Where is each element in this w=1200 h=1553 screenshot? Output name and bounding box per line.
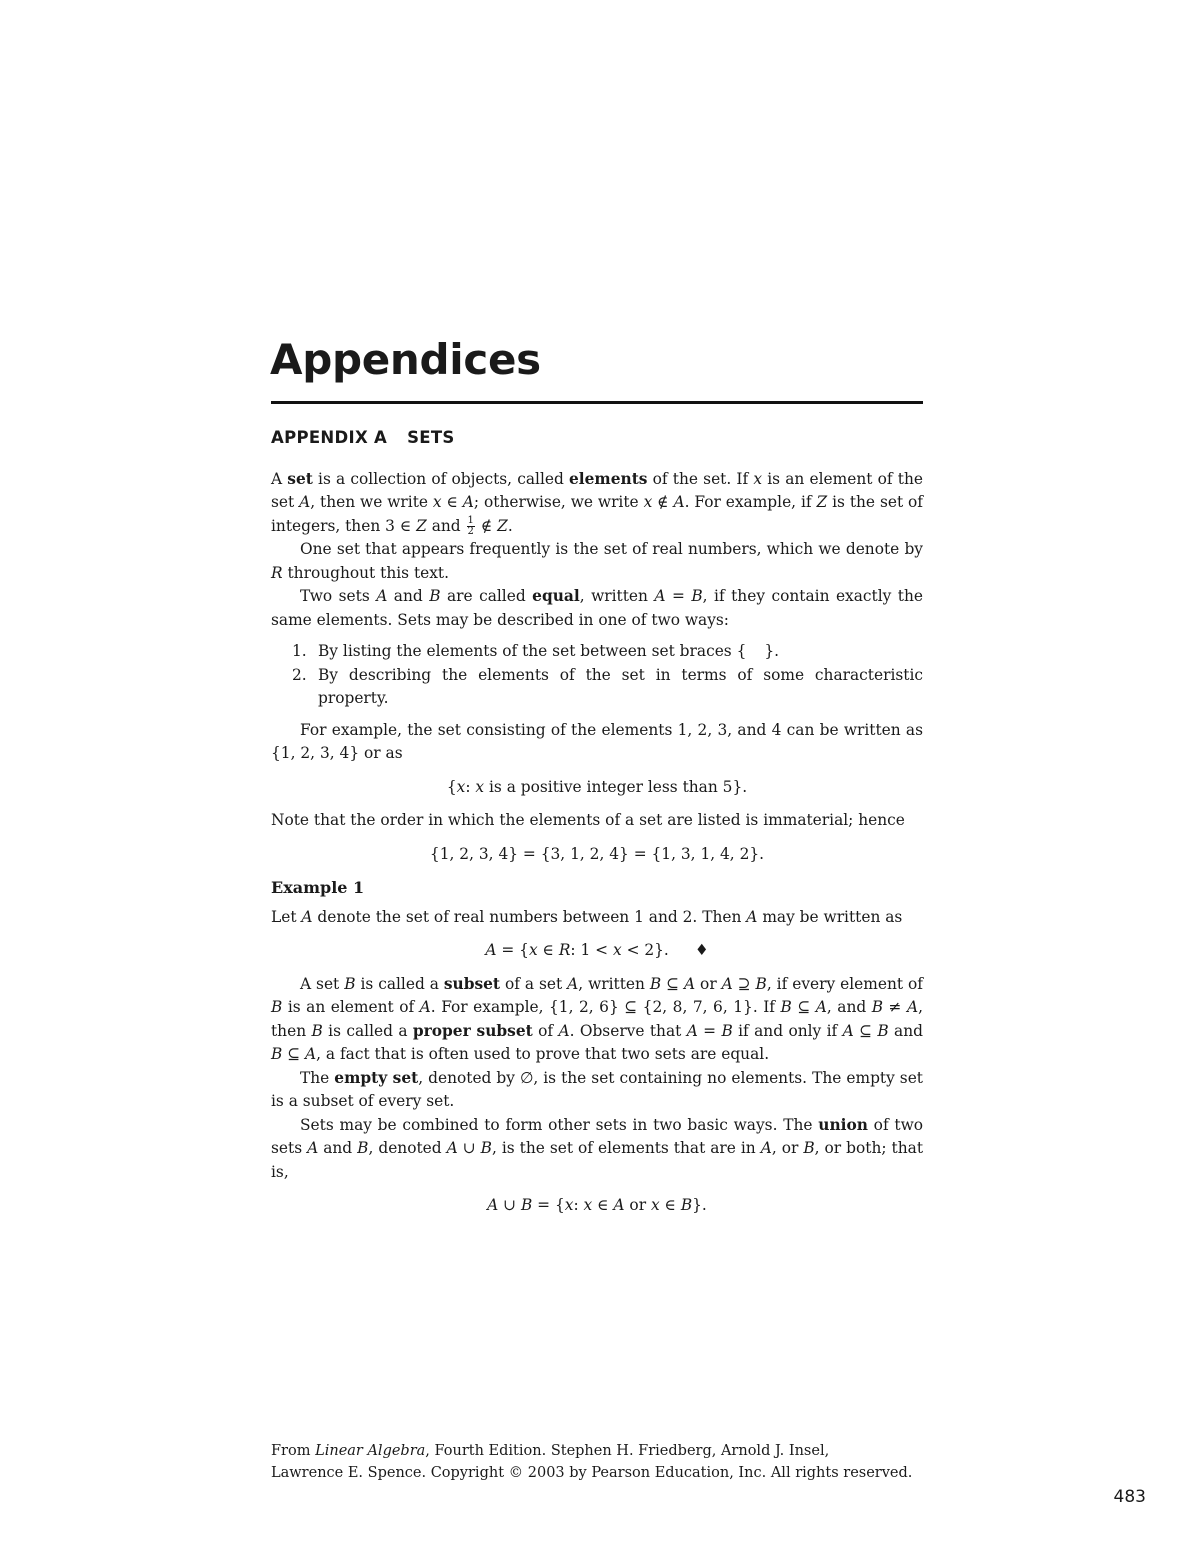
page-content [271,330,923,1228]
paragraph-example-listing: For example, the set consisting of the elements 1, 2, 3, and 4 can be written as {1, 2, 3, 4} or as [271,720,923,762]
display-equal-sets: {1, 2, 3, 4} = {3, 1, 2, 4} = {1, 3, 1, 4, 2}. [429,844,765,863]
section-heading [271,426,923,450]
list-item: 2. By describing the elements of the set in terms of some characteristic property. [292,665,923,707]
footer-line-1: From Linear Algebra, Fourth Edition. Stephen H. Friedberg, Arnold J. Insel, [271,1443,830,1459]
copyright-footer [271,1440,971,1484]
section-name: SETS [407,428,455,447]
paragraph-union: Sets may be combined to form other sets in two basic ways. The union of two sets A and B, denoted A ∪ B, is the set of elements that are in A, or B, or both; that is, [271,1115,924,1181]
display-interval-set: A = {x ∈ R: 1 < x < 2}. ♦ [271,939,923,963]
paragraph-set-definition: A set is a collection of objects, called elements of the set. If x is an element of the set A, then we write x ∈ A; otherwise, we write x ∉ A. For example, if Z is the set of integers, then 3 ∈ Z and $\frac{1}{2}$ ∉ Z. [271,469,923,537]
example-heading: Example 1 [271,878,365,897]
paragraph-example-1: Let A denote the set of real numbers between 1 and 2. Then A may be written as [271,907,903,926]
page-number: 483 [1113,1487,1146,1507]
display-union-definition: A ∪ B = {x: x ∈ A or x ∈ B}. [487,1196,707,1214]
paragraph-order-immaterial: Note that the order in which the elements of a set are listed is immaterial; hence [271,811,905,829]
fraction-one-half: $\frac{1}{2}$ [467,515,474,537]
footer-line-2: Lawrence E. Spence. Copyright © 2003 by Pearson Education, Inc. All rights reserved. [271,1465,913,1481]
list-item: 1. By listing the elements of the set between set braces { }. [292,642,780,660]
title-rule [271,401,923,404]
end-of-example-diamond-icon: ♦ [694,941,709,959]
page-title: Appendices [270,335,541,384]
description-methods-list [271,640,923,711]
paragraph-empty-set: The empty set, denoted by ∅, is the set containing no elements. The empty set is a subset of every set. [271,1068,923,1110]
section-label: APPENDIX A [271,428,388,447]
paragraph-equal-sets: Two sets A and B are called equal, written A = B, if they contain exactly the same elements. Sets may be described in one of two ways: [271,587,923,629]
paragraph-real-numbers: One set that appears frequently is the set of real numbers, which we denote by R throughout this text. [271,540,923,582]
display-set-builder: {x: x is a positive integer less than 5}. [446,777,748,796]
paragraph-subset: A set B is called a subset of a set A, written B ⊆ A or A ⊇ B, if every element of B is an element of A. For example, {1, 2, 6} ⊆ {2, 8, 7, 6, 1}. If B ⊆ A, and B ≠ A, then B is called a proper subset of A. Observe that A = B if and only if A ⊆ B and B ⊆ A, a fact that is often used to prove that two sets are equal. [271,974,923,1063]
